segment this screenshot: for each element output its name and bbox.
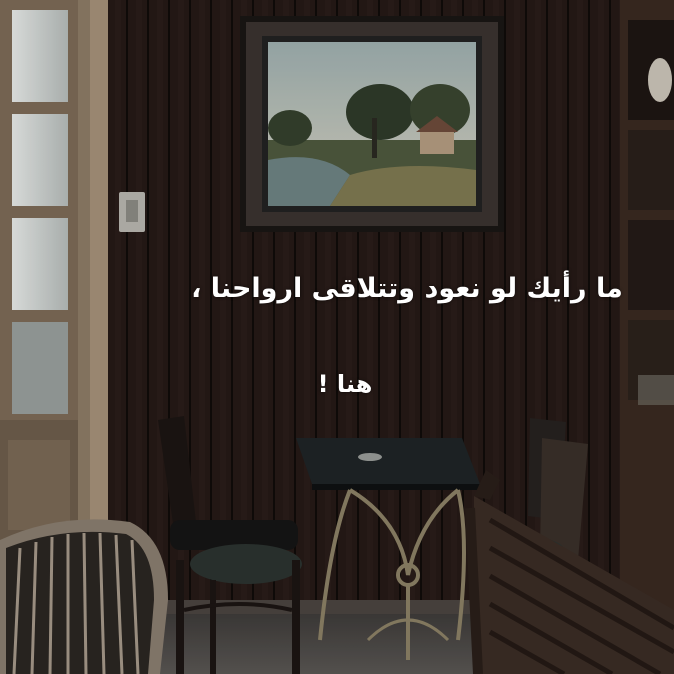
caption-line-2: هنا ! (317, 370, 373, 398)
caption-line-1: ما رأيك لو نعود وتتلاقى ارواحنا ، (191, 273, 623, 304)
